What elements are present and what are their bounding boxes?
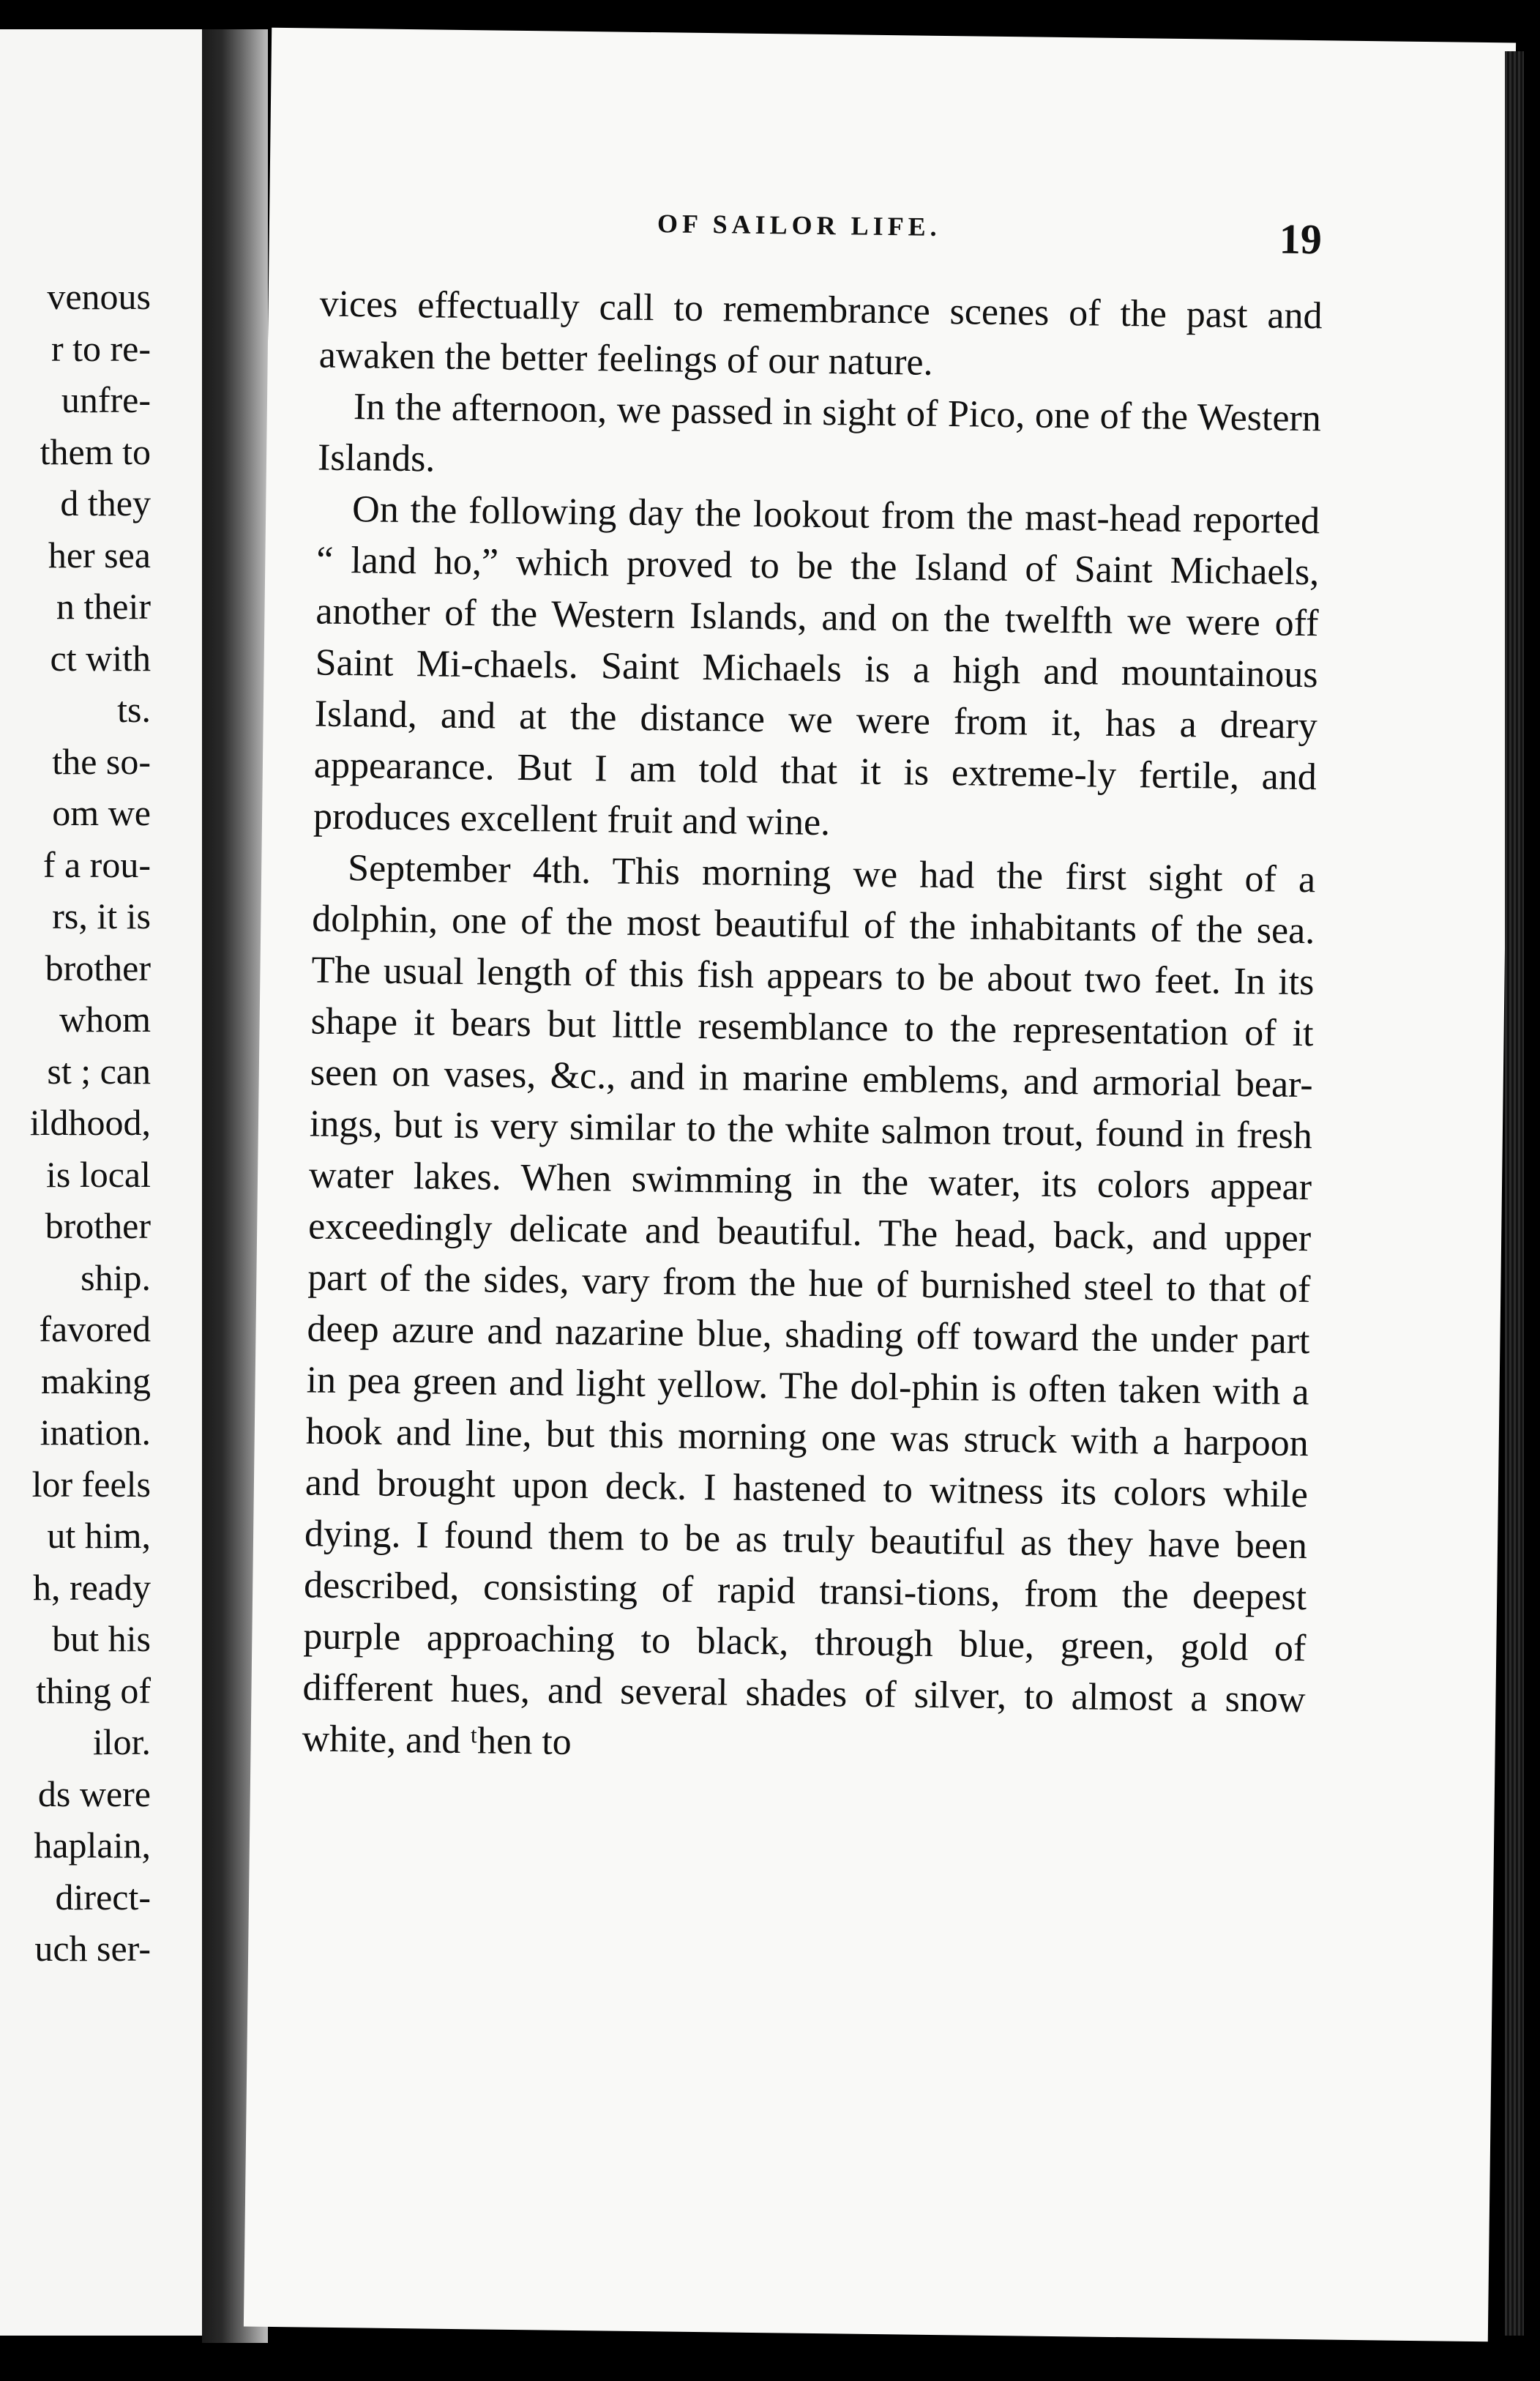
paragraph-4: September 4th. This morning we had the first sight of a dolphin, one of the most beautiful of the inhabitants of the sea. The usual length of this fish appears to be about two feet. In its shape it bears but little resemblance to the representation of it seen on vases, &c., and in marine emblems, and armorial bear-ings, but is very similar to the white salmon trout, found in fresh water lakes. When swimming in the water, its colors appear exceedingly delicate and beautiful. The head, back, and upper part of the sides, vary from the hue of burnished steel to that of deep azure and nazarine blue, shading off toward the under part in pea green and light yellow. The dol-phin is often taken with a hook and line, but this morning one was struck with a harpoon and brought upon deck. I hastened to witness its colors while dying. I found them to be as truly beautiful as they have been described, consisting of rapid transi-tions, from the deepest purple approaching to black, through blue, green, gold of different hues, and several shades of silver, to almost a snow white, and ᵗhen to — [302, 847, 1316, 1763]
paragraph-2: In the afternoon, we passed in sight of Pico, one of the Western Islands. — [317, 386, 1322, 480]
facing-page-line: h, ready — [32, 1566, 151, 1608]
facing-page-line: is local — [45, 1153, 151, 1195]
facing-page-line: ilor. — [92, 1721, 151, 1762]
facing-page-line: ut him, — [47, 1515, 151, 1556]
facing-page-line: ds were — [37, 1773, 151, 1814]
facing-page-line: her sea — [48, 534, 151, 575]
facing-page-line: ts. — [117, 689, 151, 730]
facing-page-line: om we — [52, 792, 151, 833]
facing-page-line: brother — [45, 1205, 151, 1246]
facing-page-line: but his — [52, 1618, 151, 1659]
facing-page-line: f a rou- — [42, 843, 151, 885]
paragraph-1: vices effectually call to remembrance scenes of the past and awaken the better feelings of our nature. — [318, 283, 1323, 384]
facing-page-line: ildhood, — [29, 1102, 151, 1143]
facing-page-line: ination. — [40, 1412, 151, 1453]
facing-page-line: d they — [60, 482, 151, 523]
book-page — [244, 28, 1516, 2342]
facing-page-line: the so- — [52, 740, 151, 782]
facing-page-line: whom — [59, 999, 151, 1040]
facing-page-line: lor feels — [31, 1463, 151, 1505]
paragraph-3: On the following day the lookout from the mast-head reported “ land ho,” which proved to be the Island of Saint Michaels, another of the Western Islands, and on the twelfth we were off Saint Mi-chaels. Saint Michaels is a high and mountainous Island, and at the distance we were from it, has a dreary appearance. But I am told that it is extreme-ly fertile, and produces excellent fruit and wine. — [313, 488, 1320, 844]
facing-page-line: making — [41, 1360, 151, 1401]
facing-page-line: ship. — [81, 1256, 151, 1298]
facing-page-line: them to — [40, 431, 151, 472]
running-head: OF SAILOR LIFE. — [657, 209, 941, 242]
facing-page-line: unfre- — [61, 379, 151, 420]
page-number: 19 — [1279, 215, 1323, 264]
facing-page-line: direct- — [55, 1876, 151, 1918]
facing-page-line: n their — [56, 586, 151, 627]
facing-page-line: haplain, — [34, 1825, 151, 1866]
facing-page-line: st ; can — [47, 1050, 151, 1092]
facing-page-line: ct with — [50, 637, 151, 679]
body-text — [302, 279, 1323, 1778]
facing-page-line: venous — [47, 276, 151, 317]
facing-page-text — [0, 271, 151, 1975]
facing-page-line: uch ser- — [34, 1928, 151, 1969]
facing-page-line: brother — [45, 947, 151, 988]
facing-page-fragment — [0, 29, 220, 2336]
facing-page-line: thing of — [36, 1669, 151, 1711]
facing-page-line: r to re- — [51, 327, 151, 369]
page-edge — [1505, 51, 1524, 2336]
facing-page-line: favored — [39, 1308, 151, 1349]
facing-page-line: rs, it is — [52, 895, 151, 936]
